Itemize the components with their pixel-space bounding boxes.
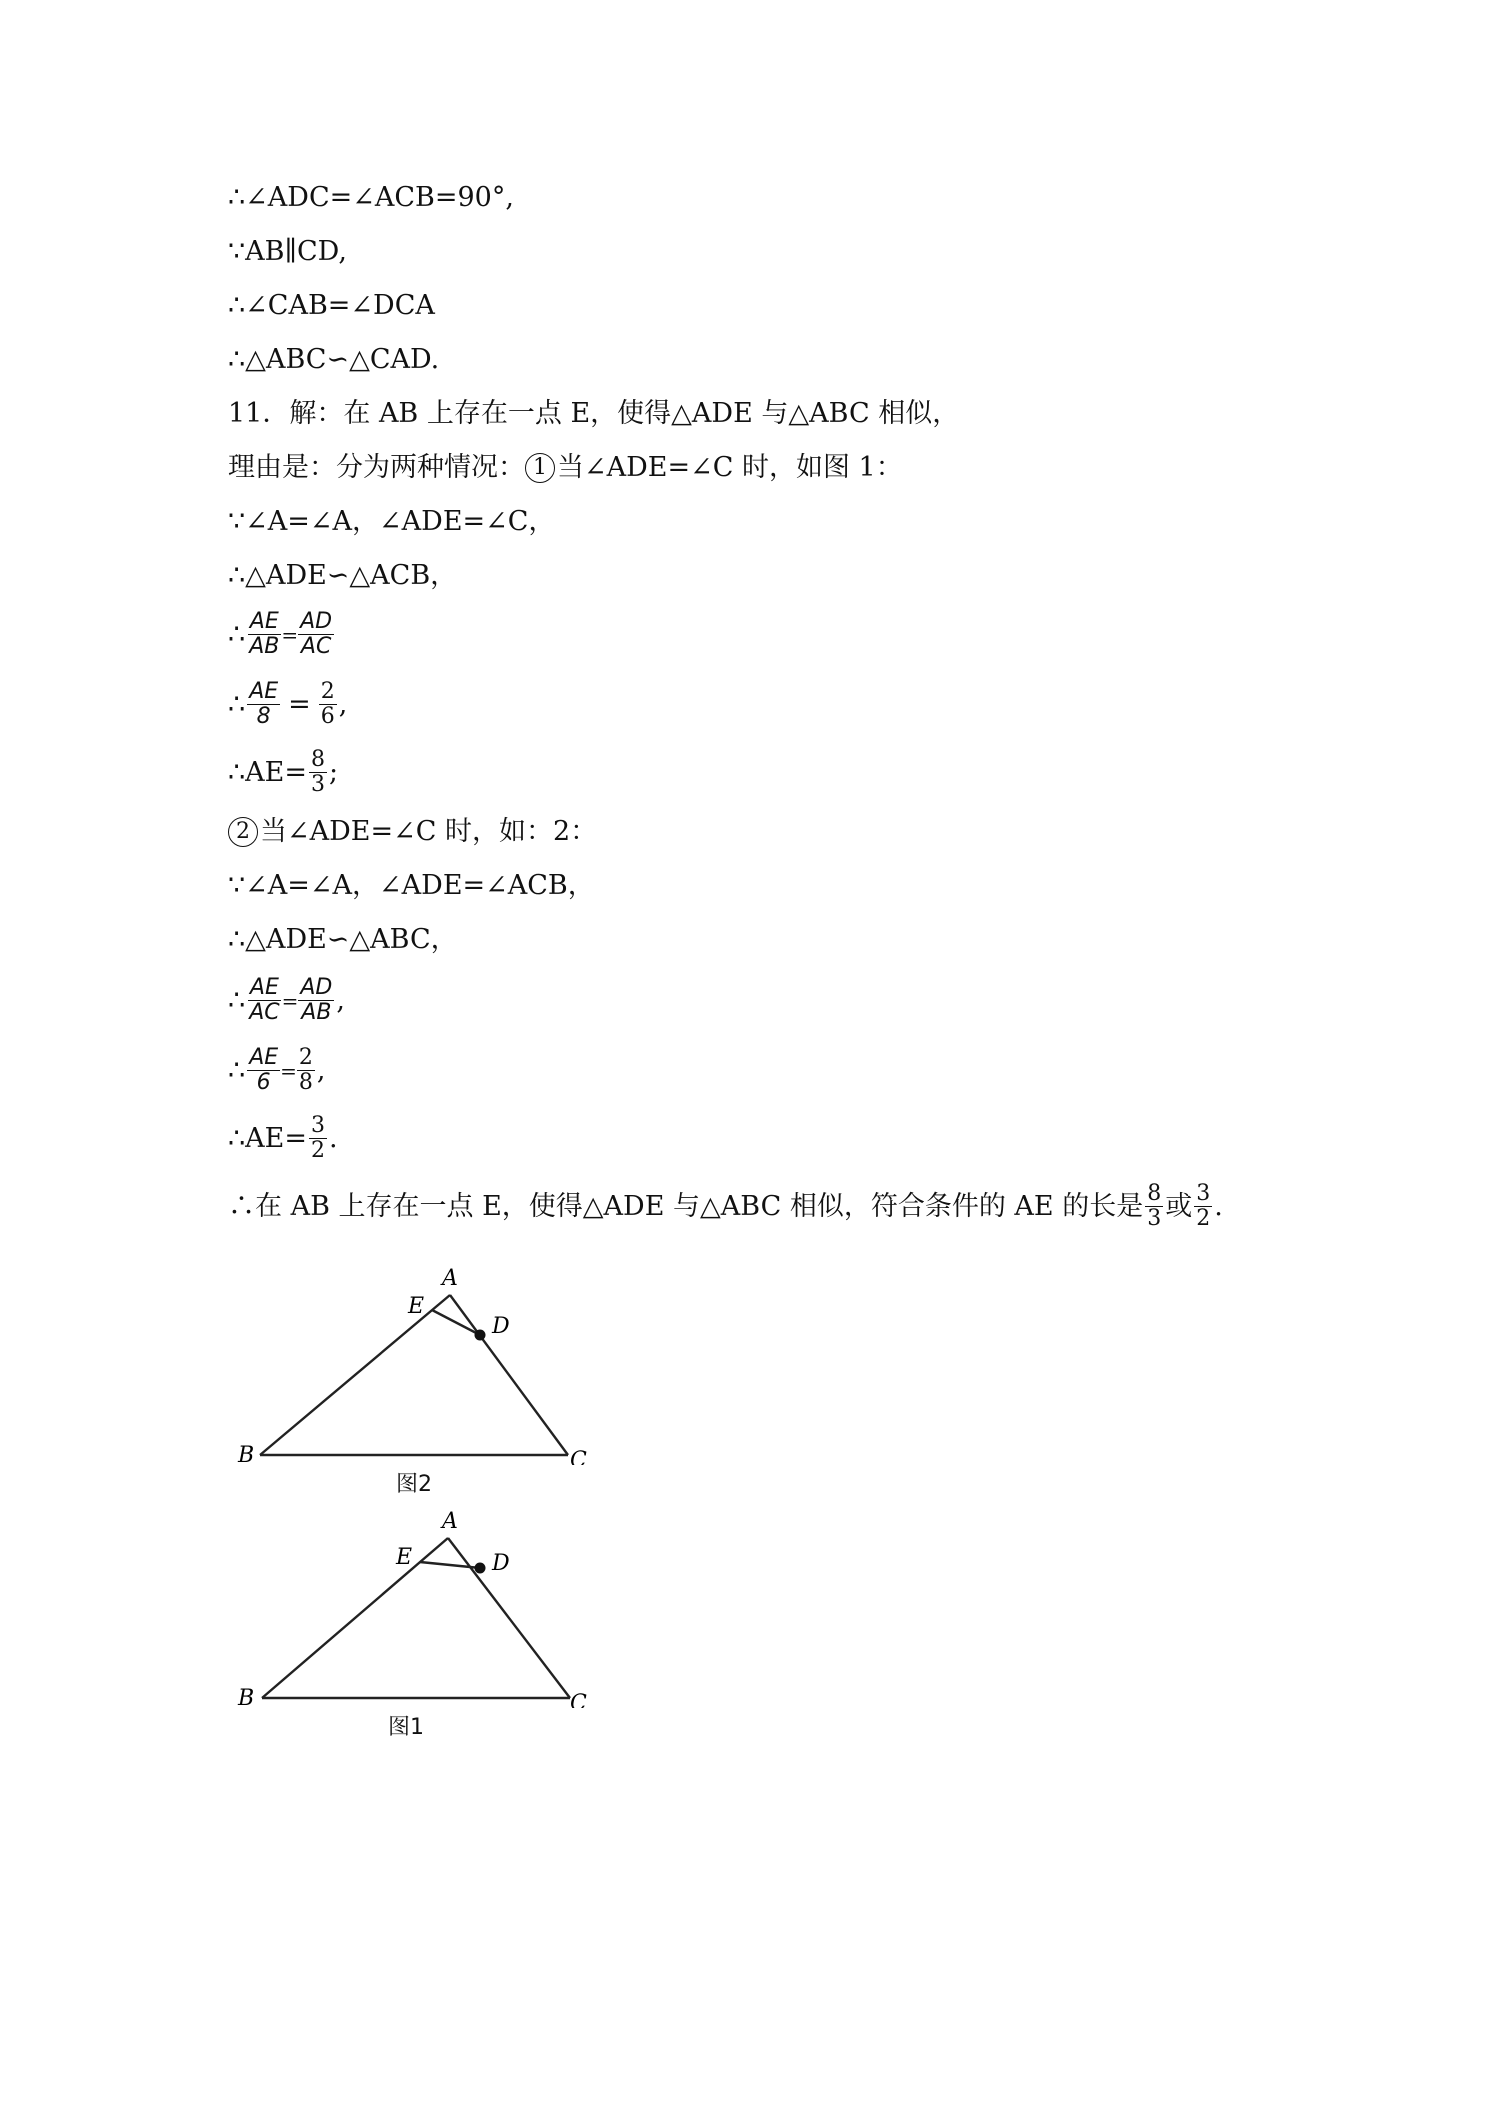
point-d xyxy=(475,1563,486,1574)
line-11-prefix: ∴AE= xyxy=(228,756,308,788)
frac-num: 2 xyxy=(320,679,335,704)
frac-den: 3 xyxy=(1147,1206,1162,1231)
circled-number-2: 2 xyxy=(228,817,258,847)
figure-1-diagram xyxy=(228,1498,608,1708)
figure-1-caption: 图1 xyxy=(388,1715,424,1740)
line-11 xyxy=(228,748,338,797)
point-d xyxy=(475,1330,486,1341)
line-10 xyxy=(228,680,347,729)
frac-num: AE xyxy=(249,679,279,704)
figure-2-diagram xyxy=(228,1255,608,1465)
frac-num: 8 xyxy=(1147,1181,1162,1206)
frac-den: 8 xyxy=(256,704,271,729)
frac-num: AD xyxy=(300,975,333,1000)
segment-ba xyxy=(260,1295,450,1455)
fraction-2-6 xyxy=(319,680,337,729)
line-18-suffix: . xyxy=(1214,1190,1223,1222)
line-16-suffix: , xyxy=(316,1054,326,1086)
label-d: D xyxy=(492,1551,510,1576)
frac-num: AE xyxy=(249,1045,279,1070)
fraction-ae-6 xyxy=(247,1046,280,1095)
frac-num: AE xyxy=(249,975,279,1000)
fraction-ae-ac xyxy=(247,976,281,1025)
fraction-3-2 xyxy=(1194,1182,1212,1231)
fraction-ad-ac xyxy=(298,610,334,659)
label-c: C xyxy=(570,1448,587,1465)
line-13: ∵∠A=∠A，∠ADE=∠ACB， xyxy=(228,870,595,901)
line-6-text-a: 理由是：分为两种情况： xyxy=(228,452,525,483)
frac-den: 2 xyxy=(1196,1206,1211,1231)
line-2: ∵AB∥CD, xyxy=(228,236,347,267)
line-9 xyxy=(228,610,336,659)
fraction-3-2 xyxy=(309,1114,327,1163)
frac-den: AC xyxy=(249,1000,280,1025)
label-b: B xyxy=(238,1443,255,1465)
fraction-2-8 xyxy=(297,1046,315,1095)
fraction-ae-8 xyxy=(247,680,280,729)
line-15-suffix: , xyxy=(336,984,345,1016)
equals-sign: = xyxy=(280,1058,297,1083)
line-9-prefix: ∴ xyxy=(228,618,246,650)
frac-num: 2 xyxy=(298,1045,313,1070)
fraction-8-3 xyxy=(1145,1182,1163,1231)
frac-num: 8 xyxy=(311,747,326,772)
equals-sign: = xyxy=(281,622,299,647)
label-c: C xyxy=(570,1691,587,1708)
segment-ed xyxy=(420,1562,480,1568)
circled-number-1: 1 xyxy=(525,453,555,483)
label-d: D xyxy=(492,1314,510,1339)
line-12 xyxy=(228,814,597,850)
label-b: B xyxy=(238,1686,255,1708)
line-15-prefix: ∴ xyxy=(228,984,246,1016)
label-a: A xyxy=(442,1509,458,1534)
line-10-prefix: ∴ xyxy=(228,688,246,720)
line-4: ∴△ABC∽△CAD. xyxy=(228,344,440,375)
line-17-prefix: ∴AE= xyxy=(228,1122,308,1154)
line-7: ∵∠A=∠A，∠ADE=∠C， xyxy=(228,506,556,537)
label-e: E xyxy=(408,1294,425,1319)
frac-den: AB xyxy=(249,634,280,659)
figure-1 xyxy=(228,1498,608,1748)
line-6-text-b: 当∠ADE=∠C 时，如图 1： xyxy=(557,452,903,483)
figure-2 xyxy=(228,1255,608,1505)
figure-2-caption: 图2 xyxy=(396,1472,432,1497)
frac-num: AE xyxy=(249,609,279,634)
frac-den: 3 xyxy=(311,772,326,797)
frac-den: AB xyxy=(301,1000,332,1025)
line-12-text: 当∠ADE=∠C 时，如：2： xyxy=(260,816,598,847)
label-a: A xyxy=(442,1266,458,1291)
equals-sign: = xyxy=(288,688,311,720)
line-10-suffix: , xyxy=(338,688,348,720)
line-5: 11．解：在 AB 上存在一点 E，使得△ADE 与△ABC 相似， xyxy=(228,398,960,429)
line-16-prefix: ∴ xyxy=(228,1054,246,1086)
line-16 xyxy=(228,1046,326,1095)
frac-den: AC xyxy=(300,634,332,659)
segment-ed xyxy=(432,1310,480,1335)
fraction-8-3 xyxy=(309,748,327,797)
line-11-suffix: ; xyxy=(329,756,339,788)
line-18-text: ∴在 AB 上存在一点 E，使得△ADE 与△ABC 相似，符合条件的 AE 的长是 xyxy=(228,1190,1144,1222)
line-8: ∴△ADE∽△ACB， xyxy=(228,560,458,591)
frac-num: 3 xyxy=(311,1113,326,1138)
frac-num: 3 xyxy=(1196,1181,1211,1206)
frac-den: 2 xyxy=(311,1138,326,1163)
fraction-ad-ab xyxy=(298,976,334,1025)
line-17 xyxy=(228,1114,338,1163)
label-e: E xyxy=(396,1545,413,1570)
fraction-ae-ab xyxy=(247,610,281,659)
frac-den: 8 xyxy=(298,1070,313,1095)
line-3: ∴∠CAB=∠DCA xyxy=(228,290,435,321)
equals-sign: = xyxy=(281,988,299,1013)
line-1: ∴∠ADC=∠ACB=90°, xyxy=(228,182,514,213)
line-15 xyxy=(228,976,345,1025)
line-6 xyxy=(228,450,903,486)
line-14: ∴△ADE∽△ABC， xyxy=(228,924,458,955)
frac-num: AD xyxy=(300,609,333,634)
line-18-mid: 或 xyxy=(1165,1190,1193,1222)
line-17-suffix: . xyxy=(329,1122,338,1154)
frac-den: 6 xyxy=(320,704,335,729)
line-18 xyxy=(228,1182,1223,1231)
frac-den: 6 xyxy=(256,1070,271,1095)
